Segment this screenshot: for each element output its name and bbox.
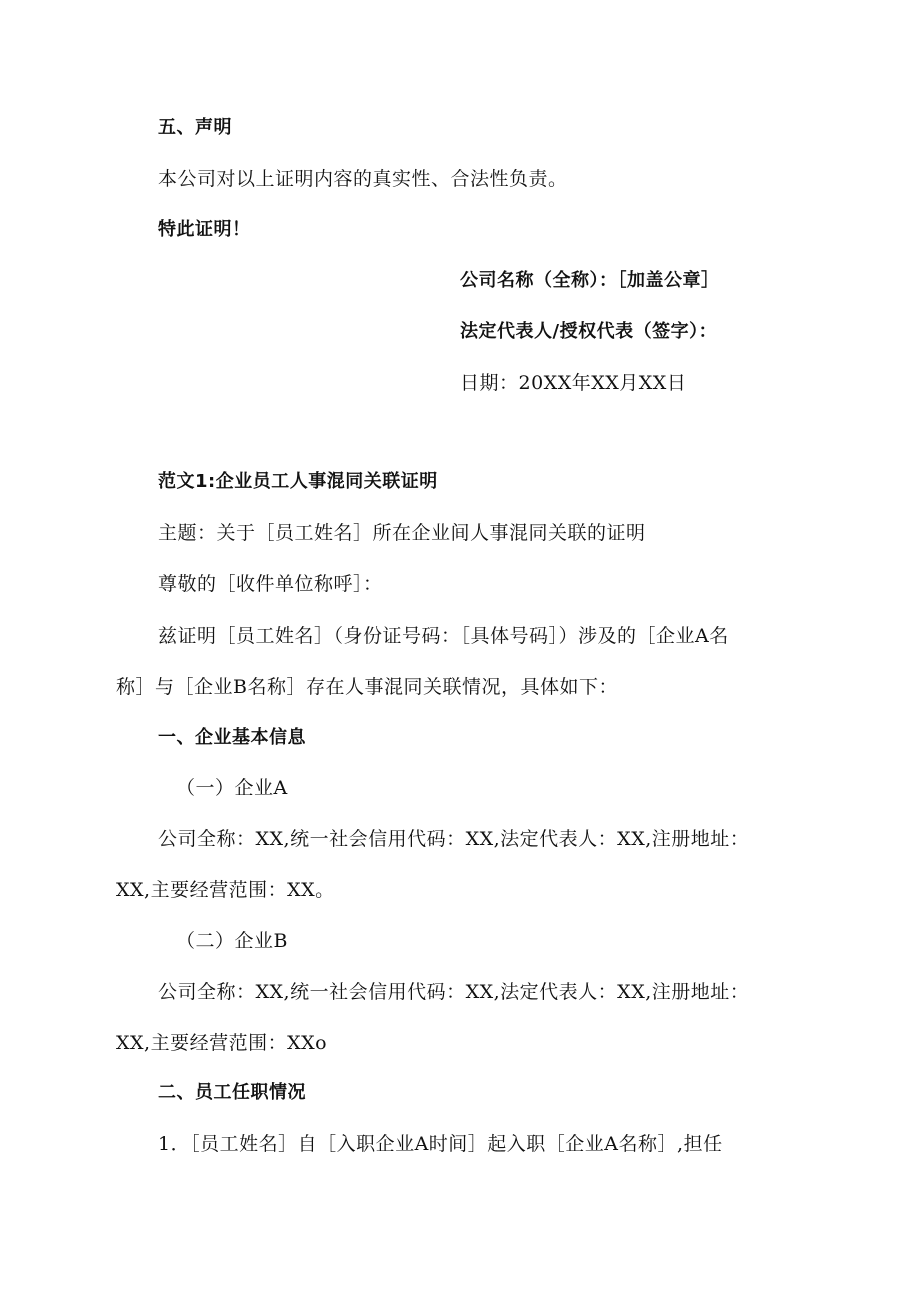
company-a-heading: （一）企业A bbox=[176, 777, 288, 799]
company-b-heading: （二）企业B bbox=[176, 930, 288, 952]
employee-position-item-1: 1．［员工姓名］自［入职企业A时间］起入职［企业A名称］,担任 bbox=[158, 1133, 723, 1155]
intro-paragraph-line-1: 兹证明［员工姓名］（身份证号码：［具体号码］）涉及的［企业A名 bbox=[158, 625, 729, 647]
section-heading-company-info: 一、企业基本信息 bbox=[158, 727, 306, 748]
company-a-details-line-1: 公司全称：XX,统一社会信用代码：XX,法定代表人：XX,注册地址： bbox=[158, 828, 750, 850]
salutation: 尊敬的［收件单位称呼］： bbox=[158, 573, 383, 595]
closing-statement: 特此证明！ bbox=[158, 219, 251, 240]
intro-paragraph-line-2: 称］与［企业B名称］存在人事混同关联情况，具体如下： bbox=[116, 676, 618, 698]
legal-representative-signature-line: 法定代表人/授权代表（签字）： bbox=[460, 321, 718, 342]
date-line: 日期：20XX年XX月XX日 bbox=[460, 372, 687, 394]
subject-line: 主题：关于［员工姓名］所在企业间人事混同关联的证明 bbox=[158, 522, 646, 544]
section-heading-employee-position: 二、员工任职情况 bbox=[158, 1082, 306, 1103]
sample-title: 范文1:企业员工人事混同关联证明 bbox=[158, 471, 438, 492]
company-name-seal-line: 公司名称（全称）：［加盖公章］ bbox=[460, 270, 720, 291]
section-heading-declaration: 五、声明 bbox=[158, 117, 232, 138]
company-b-details-line-1: 公司全称：XX,统一社会信用代码：XX,法定代表人：XX,注册地址： bbox=[158, 981, 750, 1003]
company-b-details-line-2: XX,主要经营范围：XXo bbox=[116, 1032, 328, 1054]
declaration-statement: 本公司对以上证明内容的真实性、合法性负责。 bbox=[158, 168, 568, 190]
company-a-details-line-2: XX,主要经营范围：XX。 bbox=[116, 879, 335, 901]
